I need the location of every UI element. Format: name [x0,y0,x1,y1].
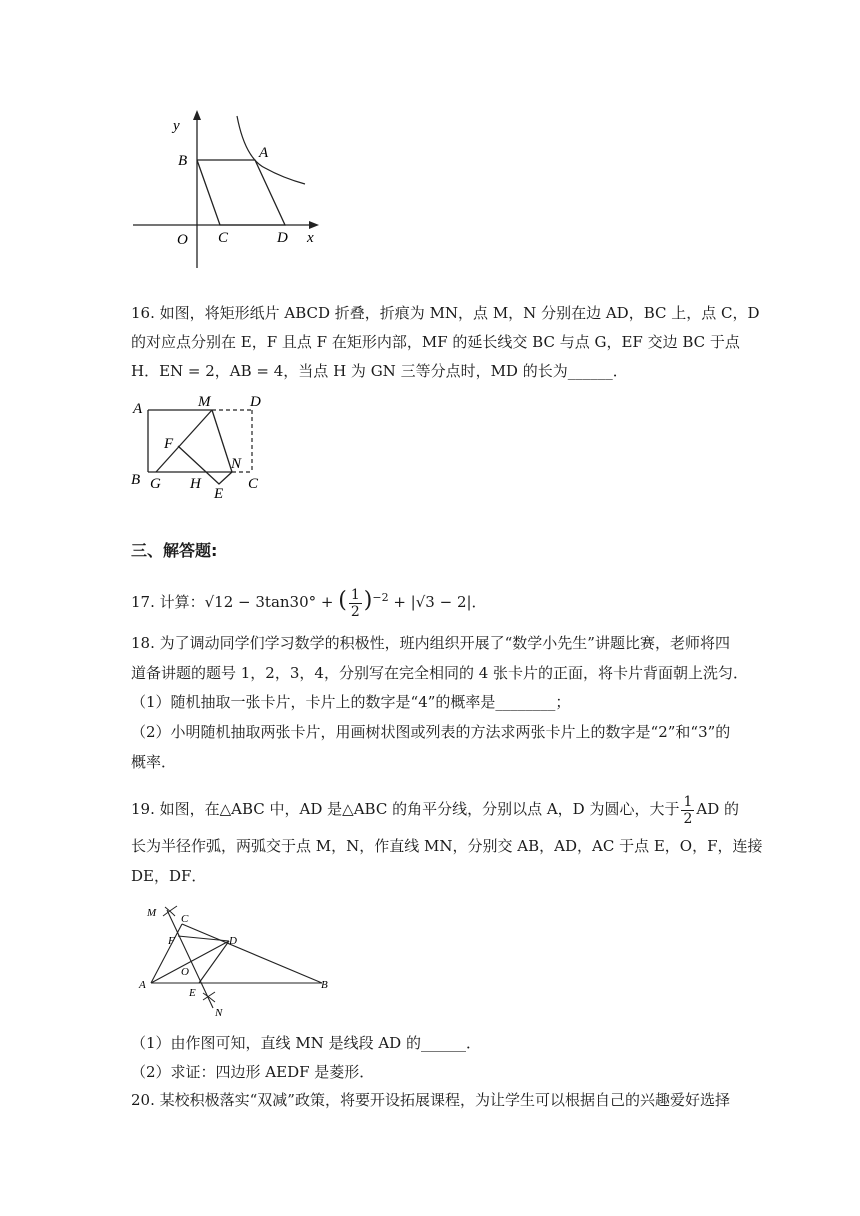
q18-line-2: 道备讲题的题号 1，2，3，4，分别写在完全相同的 4 张卡片的正面，将卡片背面朝上洗匀． [131,664,749,682]
q17-line: 17. 计算：√12 − 3tan30° + ( $\frac{1}{2}$ )$^{-2}$ + |√3 − 2|． [131,586,487,620]
fig19-label-f: F [168,935,175,947]
fig15-label-d: D [277,230,288,246]
q19-fraction [681,794,694,827]
q19-frac-num: 1 [683,793,693,810]
fig16-label-e: E [214,486,224,502]
fig19-label-e: E [189,987,196,999]
fig19-label-m: M [147,907,157,919]
fig19-label-b: B [321,979,328,991]
q18-line-4: （2）小明随机抽取两张卡片，用画树状图或列表的方法求两张卡片上的数字是“2”和“3”的 [131,723,731,741]
fig15-label-b: B [178,153,188,169]
q15-coordinate-figure [125,108,335,273]
section-3-heading: 三、解答题: [131,541,218,560]
fig15-label-c: C [218,230,229,246]
q16-line-3: H．EN = 2，AB = 4，当点 H 为 GN 三等分点时，MD 的长为______． [131,362,628,380]
fig19-label-d: D [229,935,237,947]
q19-frac-den: 2 [683,810,693,827]
q16-line-2: 的对应点分别在 E，F 且点 F 在矩形内部，MF 的延长线交 BC 与点 G，EF 交边 BC 于点 [131,333,740,351]
q19-line-1b: AD 的 [696,800,740,818]
fig15-label-a: A [259,145,269,161]
q17-frac-den: 2 [350,603,360,620]
fig15-label-x: x [307,230,314,246]
q19-sub-2: （2）求证：四边形 AEDF 是菱形． [131,1063,375,1081]
q17-expr-a: √12 − 3tan30° + [204,593,339,611]
q17-fraction [349,587,362,620]
fig19-label-c: C [181,913,189,925]
fig16-label-c: C [248,476,259,492]
fig16-label-b: B [131,472,141,488]
q18-line-5: 概率． [131,753,177,771]
q19-triangle-figure [137,900,337,1020]
fig19-label-a: A [139,979,146,991]
fig16-label-g: G [150,476,161,492]
q19-line-2: 长为半径作弧，两弧交于点 M，N，作直线 MN，分别交 AB，AD，AC 于点 E，O，F，连接 [131,837,763,855]
fig16-label-a: A [133,401,143,417]
q18-line-1: 18. 为了调动同学们学习数学的积极性，班内组织开展了“数学小先生”讲题比赛，老师将四 [131,634,730,652]
q19-sub-1: （1）由作图可知，直线 MN 是线段 AD 的______． [131,1034,481,1052]
q19-line-3: DE，DF． [131,867,207,885]
q20-line-1: 20. 某校积极落实“双减”政策，将要开设拓展课程，为让学生可以根据自己的兴趣爱好选择 [131,1091,730,1109]
fig15-label-o: O [177,232,188,248]
q17-prefix: 17. 计算： [131,593,205,611]
q17-expr-b: + |√3 − 2|． [388,593,487,611]
fig16-label-f: F [164,436,174,452]
q17-frac-num: 1 [350,586,360,603]
q18-line-3: （1）随机抽取一张卡片，卡片上的数字是“4”的概率是________； [131,693,571,711]
q19-line-1a: 19. 如图，在△ABC 中，AD 是△ABC 的角平分线，分别以点 A，D 为圆心，大于 [131,800,680,818]
q16-line-1: 16. 如图，将矩形纸片 ABCD 折叠，折痕为 MN，点 M，N 分别在边 AD，BC 上，点 C，D [131,304,760,322]
fig19-label-o: O [181,966,189,978]
fig16-label-m: M [198,394,211,410]
q19-line-1 [131,792,740,827]
fig16-label-d: D [250,394,261,410]
fig16-label-n: N [231,456,242,472]
q17-exponent: −2 [372,591,389,604]
fig16-label-h: H [190,476,201,492]
fig15-label-y: y [173,118,180,134]
q16-rectangle-fold-figure [128,388,268,503]
fig19-label-n: N [215,1007,223,1019]
